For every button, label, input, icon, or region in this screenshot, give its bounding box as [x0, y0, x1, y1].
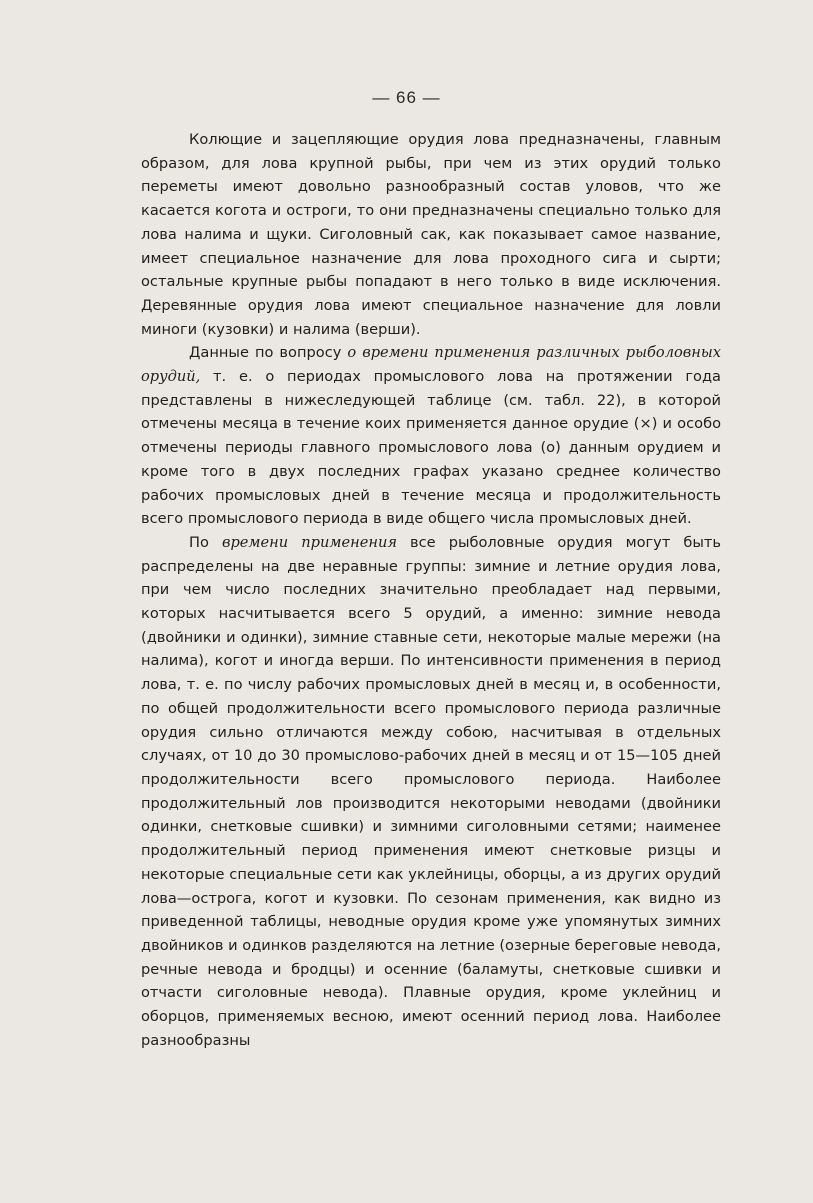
paragraph-2-lead: Данные по вопросу	[189, 344, 348, 362]
paragraph-3-emphasis: времени применения	[221, 533, 398, 551]
body-text	[141, 128, 721, 1052]
paragraph-2-emphasis: о времени применения различных рыболовных орудий,	[141, 344, 721, 386]
page-number: — 66 —	[372, 88, 441, 107]
paragraph-2	[141, 341, 721, 531]
paragraph-1	[141, 128, 721, 341]
paragraph-2-rest: т. е. о периодах промыслового лова на протяжении года представлены в нижеследующей таблице (см. табл. 22), в которой отмечены месяца в течение коих применяется данное орудие (×) и особо отмечены периоды главного промыслового лова (о) данным орудием и кроме того в двух последних графах указано среднее количество рабочих промысловых дней в течение месяца и продолжительность всего промыслового периода в виде общего числа промысловых дней.	[141, 368, 721, 528]
paragraph-3-rest: все рыболовные орудия могут быть распределены на две неравные группы: зимние и летние орудия лова, при чем число последних значительно преобладает над первыми, которых насчитывается всего 5 орудий, а именно: зимние невода (двойники и одинки), зимние ставные сети, некоторые малые мережи (на налима), когот и иногда верши. По интенсивности применения в период лова, т. е. по числу рабочих промысловых дней в месяц и, в особенности, по общей продолжительности всего промыслового периода различные орудия сильно отличаются между собою, насчитывая в отдельных случаях, от 10 до 30 промыслово-рабочих дней в месяц и от 15—105 дней продолжительности всего промыслового периода. Наиболее продолжительный лов производится некоторыми неводами (двойники одинки, снетковые сшивки) и зимними сиголовными сетями; наименее продолжительный период применения имеют снетковые ризцы и некоторые специальные сети как уклейницы, оборцы, а из других орудий лова—острога, когот и кузовки. По сезонам применения, как видно из приведенной таблицы, неводные орудия кроме уже упомянутых зимних двойников и одинков разделяются на летние (озерные береговые невода, речные невода и бродцы) и осенние (баламуты, снетковые сшивки и отчасти сиголовные невода). Плавные орудия, кроме уклейниц и оборцов, применяемых весною, имеют осенний период лова. Наиболее разнообразны	[141, 533, 721, 1049]
paragraph-1-text: Колющие и зацепляющие орудия лова предназначены, главным образом, для лова крупной рыбы, при чем из этих орудий только переметы имеют довольно разнообразный состав уловов, что же касается когота и остроги, то они предназначены специально только для лова налима и щуки. Сиголовный сак, как показывает самое название, имеет специальное назначение для лова проходного сига и сырти; остальные крупные рыбы попадают в него только в виде исключения. Деревянные орудия лова имеют специальное назначение для ловли миноги (кузовки) и налима (верши).	[141, 131, 721, 338]
paragraph-3	[141, 531, 721, 1052]
paragraph-3-lead: По	[189, 533, 222, 551]
